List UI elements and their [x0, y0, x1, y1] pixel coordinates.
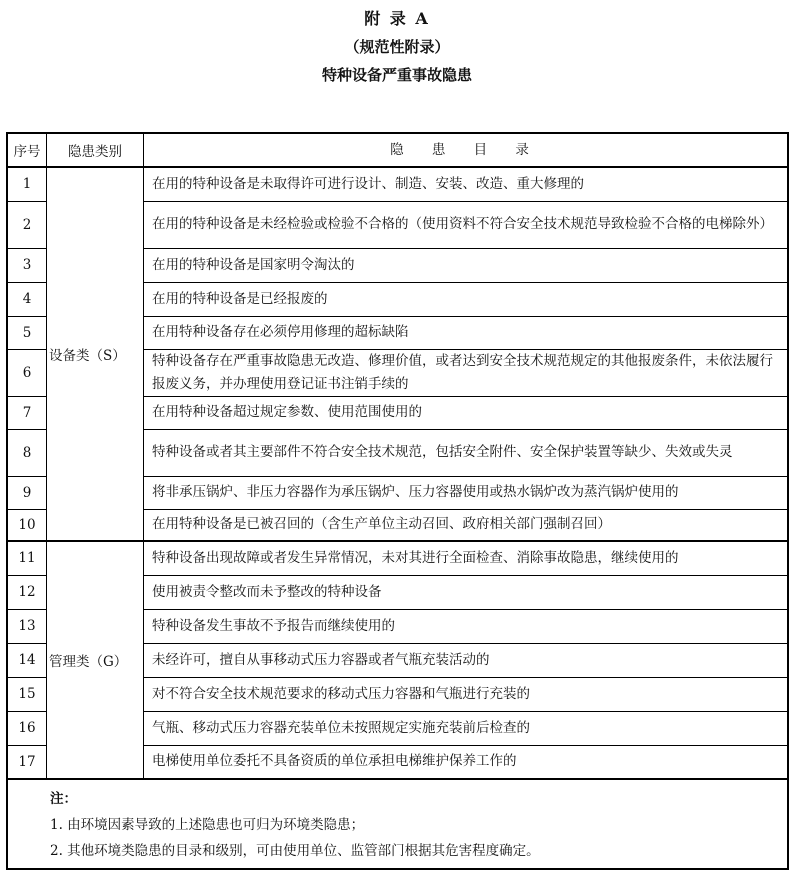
- column-header-catalog: 隐 患 目 录: [144, 133, 789, 167]
- row-number: 3: [7, 248, 47, 282]
- column-header-number: 序号: [7, 133, 47, 167]
- row-number: 10: [7, 509, 47, 541]
- row-number: 9: [7, 476, 47, 509]
- row-number: 16: [7, 711, 47, 745]
- table-row: [7, 541, 788, 575]
- appendix-subtitle: （规范性附录）: [344, 38, 450, 56]
- hazard-description: 对不符合安全技术规范要求的移动式压力容器和气瓶进行充装的: [144, 677, 789, 711]
- hazard-description: 在用的特种设备是已经报废的: [144, 282, 789, 316]
- hazard-description: 特种设备发生事故不予报告而继续使用的: [144, 609, 789, 643]
- row-number: 1: [7, 167, 47, 201]
- document-title: 特种设备严重事故隐患: [321, 66, 472, 84]
- row-number: 8: [7, 429, 47, 476]
- hazard-description: 气瓶、移动式压力容器充装单位未按照规定实施充装前后检查的: [144, 711, 789, 745]
- hazard-description: 在用特种设备是已被召回的（含生产单位主动召回、政府相关部门强制召回）: [144, 509, 789, 541]
- notes-cell: [7, 779, 788, 869]
- table-body: [7, 167, 788, 869]
- hazard-description: 特种设备出现故障或者发生异常情况，未对其进行全面检查、消除事故隐患，继续使用的: [144, 541, 789, 575]
- hazard-description: 特种设备或者其主要部件不符合安全技术规范，包括安全附件、安全保护装置等缺少、失效或失灵: [144, 429, 789, 476]
- row-number: 17: [7, 745, 47, 779]
- hazard-description: 在用特种设备超过规定参数、使用范围使用的: [144, 396, 789, 429]
- note-item: 2. 其他环境类隐患的目录和级别，可由使用单位、监管部门根据其危害程度确定。: [50, 843, 540, 859]
- hazard-table: [6, 132, 789, 870]
- row-number: 11: [7, 541, 47, 575]
- row-number: 12: [7, 575, 47, 609]
- notes-label: 注：: [50, 791, 77, 807]
- note-item: 1. 由环境因素导致的上述隐患也可归为环境类隐患；: [50, 817, 365, 833]
- hazard-description: 未经许可，擅自从事移动式压力容器或者气瓶充装活动的: [144, 643, 789, 677]
- hazard-category: 管理类（G）: [47, 541, 144, 779]
- appendix-label: 附 录 A: [364, 9, 430, 28]
- hazard-description: 在用的特种设备是国家明令淘汰的: [144, 248, 789, 282]
- table-header-row: [7, 133, 788, 167]
- row-number: 7: [7, 396, 47, 429]
- row-number: 4: [7, 282, 47, 316]
- hazard-description: 电梯使用单位委托不具备资质的单位承担电梯维护保养工作的: [144, 745, 789, 779]
- hazard-description: 在用的特种设备是未经检验或检验不合格的（使用资料不符合安全技术规范导致检验不合格的电梯除外）: [144, 201, 789, 248]
- hazard-description: 将非承压锅炉、非压力容器作为承压锅炉、压力容器使用或热水锅炉改为蒸汽锅炉使用的: [144, 476, 789, 509]
- column-header-category: 隐患类别: [47, 133, 144, 167]
- table-row: [7, 167, 788, 201]
- hazard-description: 使用被责令整改而未予整改的特种设备: [144, 575, 789, 609]
- hazard-description: 在用的特种设备是未取得许可进行设计、制造、安装、改造、重大修理的: [144, 167, 789, 201]
- hazard-description: 特种设备存在严重事故隐患无改造、修理价值，或者达到安全技术规范规定的其他报废条件，未依法履行报废义务，并办理使用登记证书注销手续的: [144, 349, 789, 396]
- row-number: 5: [7, 316, 47, 349]
- hazard-category: 设备类（S）: [47, 167, 144, 541]
- row-number: 14: [7, 643, 47, 677]
- row-number: 15: [7, 677, 47, 711]
- row-number: 6: [7, 349, 47, 396]
- row-number: 2: [7, 201, 47, 248]
- row-number: 13: [7, 609, 47, 643]
- notes-row: [7, 779, 788, 869]
- hazard-description: 在用特种设备存在必须停用修理的超标缺陷: [144, 316, 789, 349]
